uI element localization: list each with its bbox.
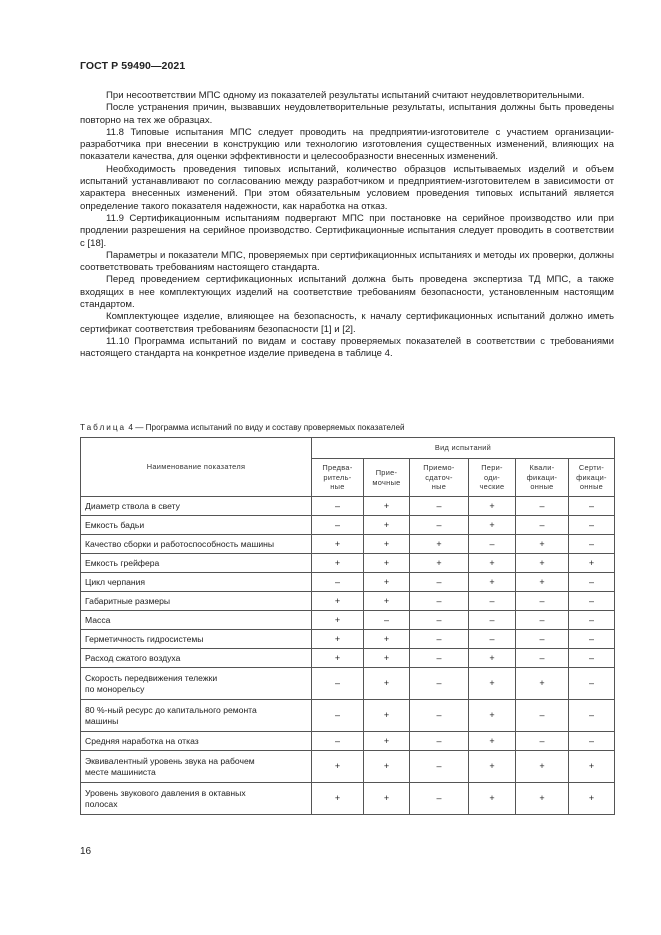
test-mark-cell: +	[569, 554, 615, 573]
indicator-name-line: Габаритные размеры	[85, 595, 171, 606]
test-mark-cell: +	[569, 751, 615, 783]
table-row	[81, 535, 615, 554]
test-type-header: Вид испытаний	[312, 438, 615, 459]
test-mark-cell: –	[312, 516, 364, 535]
test-mark-cell: –	[410, 630, 469, 649]
test-mark-cell: +	[516, 751, 569, 783]
paragraph: Необходимость проведения типовых испытаний, количество образцов испытываемых изделий и объем испытаний устанавливают по согласованию между разработчиком и предприятием-изготовителем в зависимости от характера внесенных изменений. При этом обязательным условием проведения типовых испытаний является определение такого показателя надежности, как наработка на отказ.	[80, 163, 614, 212]
indicator-name-line: месте машиниста	[85, 766, 156, 777]
indicator-name-line: полосах	[85, 798, 118, 809]
test-mark-cell: –	[469, 535, 516, 554]
indicator-name-line: Скорость передвижения тележки	[85, 673, 218, 683]
test-mark-cell: –	[312, 573, 364, 592]
indicator-name-line: Диаметр ствола в свету	[85, 500, 180, 511]
test-type-column-header	[469, 459, 516, 497]
test-mark-cell: +	[364, 573, 410, 592]
column-header-line: ритель-	[323, 472, 352, 482]
test-type-column-header	[516, 459, 569, 497]
table-caption-label: Таблица	[80, 423, 127, 432]
column-header-line: Квали-	[529, 463, 555, 473]
indicator-name-line: 80 %-ный ресурс до капитального ремонта	[85, 705, 257, 715]
test-mark-cell: –	[569, 497, 615, 516]
test-type-column-header	[410, 459, 469, 497]
column-header-line: Предва-	[322, 463, 353, 473]
test-mark-cell: +	[364, 751, 410, 783]
column-header-line: сдаточ-	[425, 472, 453, 482]
test-mark-cell: –	[410, 497, 469, 516]
test-mark-cell: +	[312, 592, 364, 611]
test-mark-cell: –	[569, 592, 615, 611]
test-mark-cell: –	[410, 611, 469, 630]
indicator-name	[81, 573, 312, 592]
paragraph: После устранения причин, вызвавших неудовлетворительные результаты, испытания должны быть проведены повторно на тех же образцах.	[80, 102, 614, 126]
test-mark-cell: +	[364, 592, 410, 611]
test-mark-cell: –	[569, 611, 615, 630]
test-mark-cell: +	[364, 554, 410, 573]
test-mark-cell: –	[569, 700, 615, 732]
test-mark-cell: +	[516, 783, 569, 815]
column-header-line: ные	[431, 482, 447, 492]
test-mark-cell: +	[364, 649, 410, 668]
test-mark-cell: –	[516, 649, 569, 668]
test-mark-cell: +	[364, 630, 410, 649]
indicator-name-line: Емкость грейфера	[85, 557, 160, 568]
test-mark-cell: +	[312, 783, 364, 815]
test-mark-cell: +	[516, 573, 569, 592]
column-header-line: Пери-	[481, 463, 503, 473]
test-mark-cell: –	[569, 535, 615, 554]
paragraph: Параметры и показатели МПС, проверяемых при сертификационных испытаниях и методы их проверки, должны соответствовать требованиям настоящего стандарта.	[80, 249, 614, 274]
indicator-name	[81, 497, 312, 516]
paragraph: При несоответствии МПС одному из показателей результаты испытаний считают неудовлетворительными.	[106, 90, 585, 101]
test-mark-cell: +	[469, 751, 516, 783]
indicator-name	[81, 592, 312, 611]
test-type-column-header	[312, 459, 364, 497]
test-mark-cell: +	[364, 783, 410, 815]
test-mark-cell: –	[410, 751, 469, 783]
indicator-name-line: Цикл черпания	[85, 576, 146, 587]
indicator-name-line: Герметичность гидросистемы	[85, 633, 204, 644]
test-mark-cell: +	[469, 732, 516, 751]
test-mark-cell: +	[312, 535, 364, 554]
test-mark-cell: –	[364, 611, 410, 630]
test-mark-cell: +	[516, 535, 569, 554]
test-mark-cell: –	[516, 497, 569, 516]
table-row	[81, 611, 615, 630]
table-row	[81, 554, 615, 573]
indicator-name	[81, 611, 312, 630]
table-row	[81, 516, 615, 535]
indicator-name-line: Емкость бадьи	[85, 519, 145, 530]
test-mark-cell: –	[410, 573, 469, 592]
column-header-line: мочные	[372, 477, 401, 487]
indicator-name	[81, 554, 312, 573]
test-mark-cell: –	[410, 516, 469, 535]
document-header: ГОСТ Р 59490—2021	[80, 60, 186, 72]
table-row	[81, 573, 615, 592]
paragraph: 11.8 Типовые испытания МПС следует проводить на предприятии-изготовителе с участием организации-разработчика при внесении в конструкцию или технологию изготовления существенных изменений, влияющих на показатели качества, для оценки эффективности и целесообразности внесенных изменений.	[80, 126, 614, 163]
test-mark-cell: –	[569, 649, 615, 668]
indicator-name-line: Уровень звукового давления в октавных	[85, 788, 246, 798]
test-mark-cell: +	[469, 700, 516, 732]
test-mark-cell: –	[469, 611, 516, 630]
indicator-name-line: машины	[85, 715, 119, 726]
test-mark-cell: –	[516, 630, 569, 649]
indicator-name-line: по монорельсу	[85, 683, 145, 694]
paragraph: Комплектующее изделие, влияющее на безопасность, к началу сертификационных испытаний должно иметь сертификат соответствия требованиям безопасности [1] и [2].	[80, 311, 614, 335]
test-mark-cell: +	[364, 497, 410, 516]
table-row	[81, 668, 615, 700]
indicator-name-line: Эквивалентный уровень звука на рабочем	[85, 756, 255, 766]
test-mark-cell: –	[569, 516, 615, 535]
table-row	[81, 497, 615, 516]
paragraph: 11.10 Программа испытаний по видам и составу проверяемых показателей в соответствии с требованиями настоящего стандарта на конкретное изделие приведена в таблице 4.	[80, 335, 614, 360]
column-header-line: фикаци-	[576, 472, 607, 482]
test-mark-cell: +	[364, 700, 410, 732]
column-header-line: оди-	[483, 472, 501, 482]
indicator-name-line: Средняя наработка на отказ	[85, 735, 199, 746]
test-mark-cell: +	[469, 497, 516, 516]
indicator-name	[81, 700, 312, 732]
test-mark-cell: +	[410, 554, 469, 573]
indicator-name	[81, 751, 312, 783]
paragraph: Перед проведением сертификационных испытаний должна быть проведена экспертиза ТД МПС, а также входящих в нее комплектующих изделий на соответствие требованиям безопасности, установленным настоящим стандартом.	[80, 274, 614, 311]
test-program-table	[80, 437, 615, 815]
test-mark-cell: –	[516, 592, 569, 611]
indicator-name	[81, 630, 312, 649]
indicator-name	[81, 783, 312, 815]
test-mark-cell: +	[516, 554, 569, 573]
test-mark-cell: –	[312, 732, 364, 751]
test-mark-cell: +	[312, 630, 364, 649]
test-mark-cell: –	[469, 592, 516, 611]
table-caption	[80, 422, 614, 433]
test-mark-cell: –	[569, 668, 615, 700]
test-mark-cell: –	[410, 592, 469, 611]
test-mark-cell: +	[312, 611, 364, 630]
test-mark-cell: +	[469, 783, 516, 815]
test-mark-cell: –	[312, 668, 364, 700]
test-mark-cell: +	[569, 783, 615, 815]
column-header-line: фикаци-	[526, 472, 558, 482]
table-row	[81, 783, 615, 815]
indicator-name	[81, 535, 312, 554]
indicator-name	[81, 516, 312, 535]
test-mark-cell: –	[312, 497, 364, 516]
table-row	[81, 700, 615, 732]
indicator-name	[81, 649, 312, 668]
table-row	[81, 751, 615, 783]
test-mark-cell: –	[516, 700, 569, 732]
test-mark-cell: +	[364, 668, 410, 700]
test-mark-cell: –	[410, 783, 469, 815]
test-mark-cell: +	[469, 668, 516, 700]
column-header-line: онные	[530, 482, 554, 492]
test-mark-cell: –	[569, 573, 615, 592]
test-mark-cell: –	[569, 630, 615, 649]
test-mark-cell: –	[410, 668, 469, 700]
test-mark-cell: –	[569, 732, 615, 751]
indicator-name-line: Масса	[85, 614, 111, 625]
indicator-name-line: Расход сжатого воздуха	[85, 652, 181, 663]
test-mark-cell: +	[312, 554, 364, 573]
table-row	[81, 630, 615, 649]
test-mark-cell: +	[364, 535, 410, 554]
test-mark-cell: –	[410, 649, 469, 668]
table-row	[81, 592, 615, 611]
test-type-column-header	[569, 459, 615, 497]
indicator-name	[81, 732, 312, 751]
test-mark-cell: +	[469, 649, 516, 668]
test-mark-cell: +	[364, 732, 410, 751]
test-mark-cell: –	[516, 732, 569, 751]
test-mark-cell: +	[312, 649, 364, 668]
indicator-name	[81, 668, 312, 700]
table-caption-text: 4 — Программа испытаний по виду и составу проверяемых показателей	[126, 423, 405, 432]
column-header-line: Прие-	[375, 468, 398, 477]
test-mark-cell: +	[410, 535, 469, 554]
test-mark-cell: –	[312, 700, 364, 732]
column-header-line: онные	[579, 482, 604, 492]
indicator-name-header: Наименование показателя	[81, 438, 312, 497]
column-header-line: ческие	[479, 482, 505, 492]
test-mark-cell: –	[516, 611, 569, 630]
test-type-column-header	[364, 459, 410, 497]
test-mark-cell: –	[410, 732, 469, 751]
table-row	[81, 732, 615, 751]
page-number: 16	[80, 846, 92, 857]
test-mark-cell: +	[312, 751, 364, 783]
test-mark-cell: +	[469, 516, 516, 535]
test-mark-cell: +	[516, 668, 569, 700]
test-mark-cell: –	[469, 630, 516, 649]
column-header-line: ные	[330, 482, 345, 492]
table-row	[81, 649, 615, 668]
test-mark-cell: +	[469, 573, 516, 592]
indicator-name-line: Качество сборки и работоспособность машины	[85, 538, 275, 549]
column-header-line: Серти-	[578, 463, 605, 473]
test-mark-cell: –	[516, 516, 569, 535]
paragraph: 11.9 Сертификационным испытаниям подвергают МПС при постановке на серийное производство или при продлении разрешения на серийное производство. Сертификационные испытания следует проводить в соответствии с [18].	[80, 212, 614, 249]
test-mark-cell: –	[410, 700, 469, 732]
column-header-line: Приемо-	[423, 463, 455, 473]
test-mark-cell: +	[364, 516, 410, 535]
body-text	[80, 90, 614, 361]
test-mark-cell: +	[469, 554, 516, 573]
